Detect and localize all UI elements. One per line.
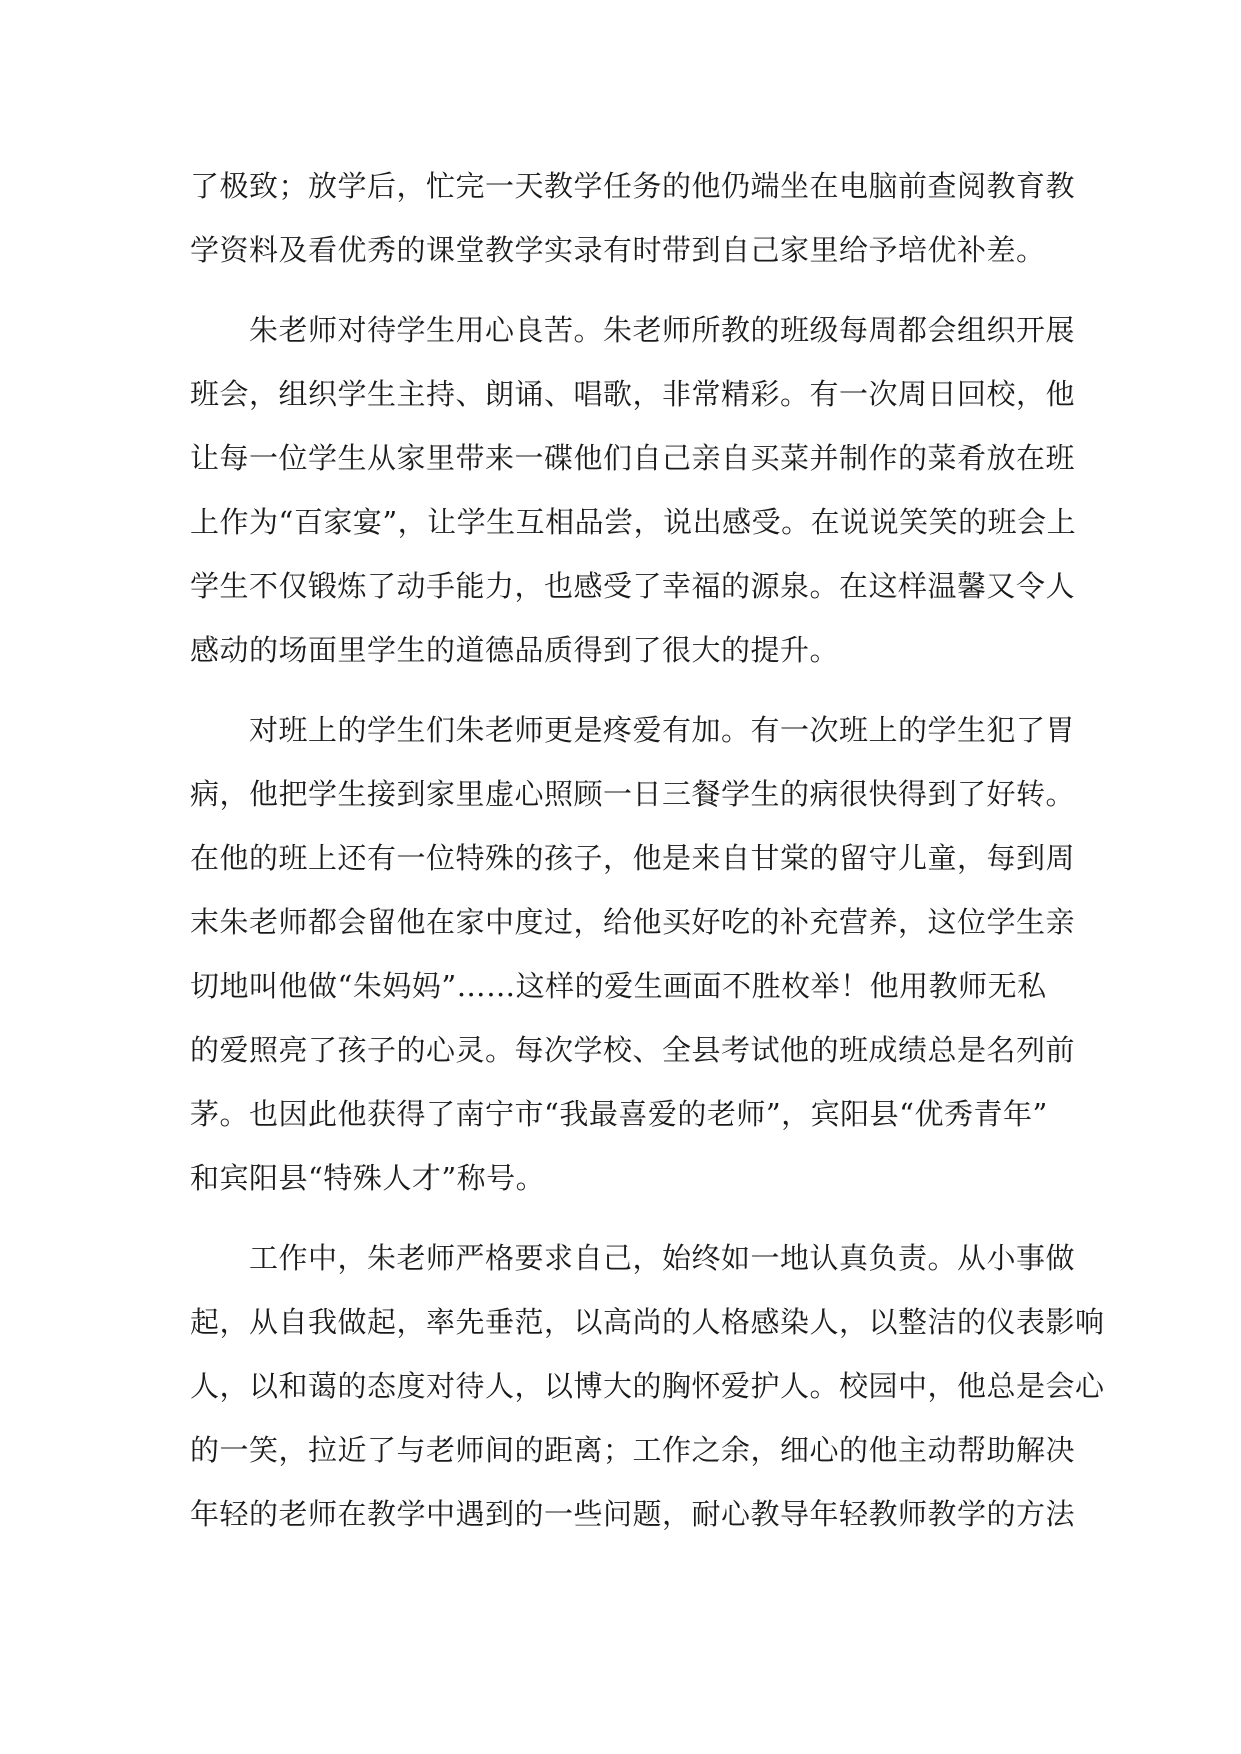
- text-line: 人，以和蔼的态度对待人，以博大的胸怀爱护人。校园中，他总是会心: [190, 1369, 1105, 1403]
- text-line: 学资料及看优秀的课堂教学实录有时带到自己家里给予培优补差。: [190, 233, 1046, 267]
- paragraph: [190, 1226, 1105, 1546]
- text-line: 感动的场面里学生的道德品质得到了很大的提升。: [190, 633, 840, 667]
- text-line: 起，从自我做起，率先垂范，以高尚的人格感染人，以整洁的仪表影响: [190, 1305, 1105, 1339]
- text-line: 和宾阳县“特殊人才”称号。: [190, 1161, 546, 1195]
- paragraph: [190, 698, 1076, 1210]
- paragraph: [190, 298, 1077, 682]
- text-line: 在他的班上还有一位特殊的孩子，他是来自甘棠的留守儿童，每到周: [190, 841, 1076, 875]
- text-line: 对班上的学生们朱老师更是疼爱有加。有一次班上的学生犯了胃: [190, 713, 1076, 747]
- paragraph-gap: [190, 282, 1060, 298]
- document-body: [190, 154, 1105, 1546]
- text-line: 上作为“百家宴”，让学生互相品尝，说出感受。在说说笑笑的班会上: [190, 505, 1077, 539]
- text-line: 学生不仅锻炼了动手能力，也感受了幸福的源泉。在这样温馨又令人: [190, 569, 1076, 603]
- text-line: 班会，组织学生主持、朗诵、唱歌，非常精彩。有一次周日回校，他: [190, 377, 1076, 411]
- paragraph-gap: [190, 682, 1060, 698]
- text-line: 了极致；放学后，忙完一天教学任务的他仍端坐在电脑前查阅教育教: [190, 169, 1076, 203]
- text-line: 让每一位学生从家里带来一碟他们自己亲自买菜并制作的菜肴放在班: [190, 441, 1076, 475]
- text-line: 工作中，朱老师严格要求自己，始终如一地认真负责。从小事做: [190, 1241, 1076, 1275]
- text-line: 末朱老师都会留他在家中度过，给他买好吃的补充营养，这位学生亲: [190, 905, 1076, 939]
- paragraph-gap: [190, 1210, 1060, 1226]
- text-line: 的爱照亮了孩子的心灵。每次学校、全县考试他的班成绩总是名列前: [190, 1033, 1076, 1067]
- text-line: 的一笑，拉近了与老师间的距离；工作之余，细心的他主动帮助解决: [190, 1433, 1076, 1467]
- paragraph: [190, 154, 1076, 282]
- text-line: 病，他把学生接到家里虚心照顾一日三餐学生的病很快得到了好转。: [190, 777, 1076, 811]
- text-line: 切地叫他做“朱妈妈”……这样的爱生画面不胜枚举！他用教师无私: [190, 969, 1047, 1003]
- text-line: 朱老师对待学生用心良苦。朱老师所教的班级每周都会组织开展: [190, 313, 1076, 347]
- text-line: 茅。也因此他获得了南宁市“我最喜爱的老师”，宾阳县“优秀青年”: [190, 1097, 1048, 1131]
- text-line: 年轻的老师在教学中遇到的一些问题，耐心教导年轻教师教学的方法: [190, 1497, 1076, 1531]
